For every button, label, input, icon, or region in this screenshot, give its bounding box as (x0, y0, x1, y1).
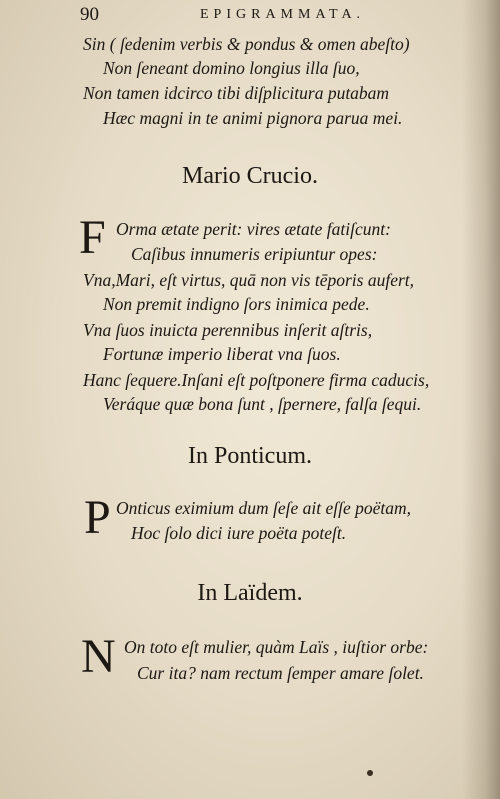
poem-line: Hanc ſequere.Inſani eſt poſtponere firma caducis, (83, 370, 430, 390)
page-gutter-shadow (462, 0, 500, 799)
poem-line: Orma ætate perit: vires ætate fatiſcunt: (116, 219, 391, 239)
opening-line-3: Non tamen idcirco tibi diſplicitura putabam (83, 83, 390, 103)
poem-title-mario-crucio: Mario Crucio. (182, 163, 318, 189)
opening-line-2: Non ſeneant domino longius illa ſuo, (103, 58, 360, 78)
poem-title-in-ponticum: In Ponticum. (188, 443, 312, 469)
opening-line-1: Sin ( ſedenim verbis & pondus & omen abeſto) (83, 34, 410, 54)
poem-line: Vna ſuos inuicta perennibus inſerit aſtris, (83, 320, 373, 340)
poem-line: Caſibus innumeris eripiuntur opes: (131, 244, 378, 264)
poem-line: Non premit indigno ſors inimica pede. (103, 294, 370, 314)
drop-cap-initial: P (84, 491, 111, 544)
page-number: 90 (80, 4, 99, 25)
poem-line: Vna,Mari, eſt virtus, quā non vis tēporis aufert, (83, 270, 415, 290)
drop-cap-initial: F (79, 211, 106, 264)
running-head: EPIGRAMMATA. (200, 7, 366, 22)
poem-title-in-laidem: In Laïdem. (197, 580, 303, 606)
poem-line: Cur ita? nam rectum ſemper amare ſolet. (137, 663, 424, 683)
poem-line: Hoc ſolo dici iure poëta poteſt. (131, 523, 347, 543)
poem-line: Veráque quæ bona ſunt , ſpernere, falſa ſequi. (103, 394, 422, 414)
poem-line: On toto eſt mulier, quàm Laïs , iuſtior orbe: (124, 637, 429, 657)
drop-cap-initial: N (81, 630, 116, 683)
poem-line: Fortunæ imperio liberat vna ſuos. (103, 344, 341, 364)
opening-line-4: Hæc magni in te animi pignora parua mei. (103, 108, 403, 128)
page-header (80, 4, 480, 26)
poem-line: Onticus eximium dum ſeſe ait eſſe poëtam, (116, 498, 411, 518)
ink-spot (367, 770, 373, 776)
